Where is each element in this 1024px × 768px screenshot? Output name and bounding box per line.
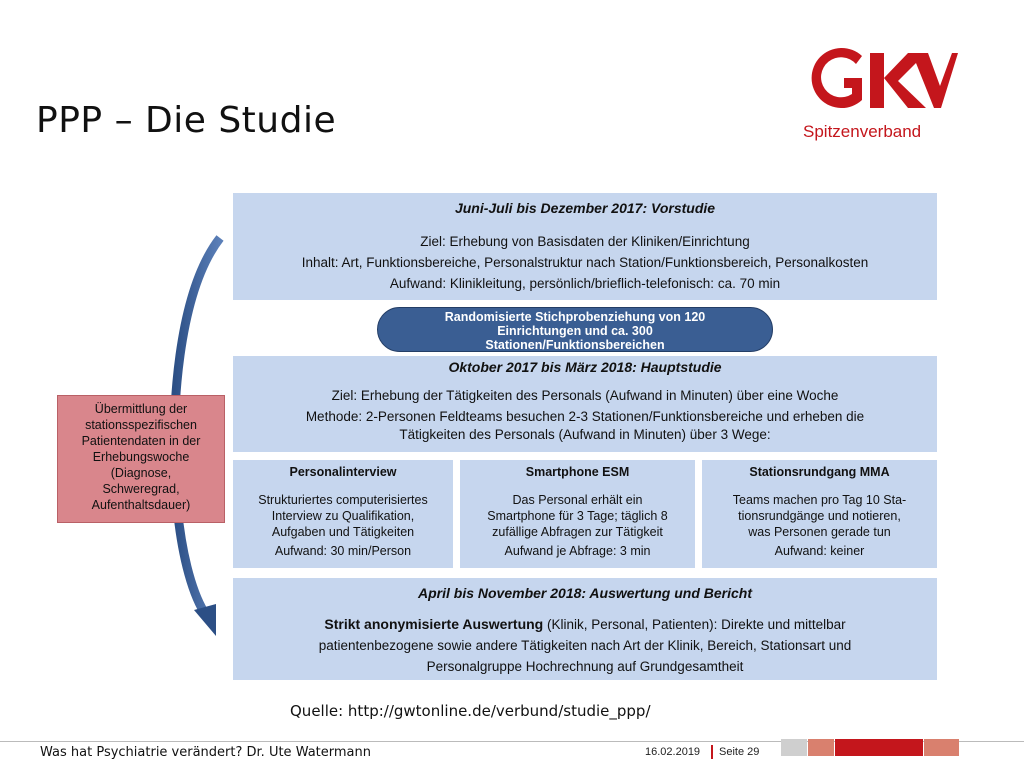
source-text: Quelle: http://gwtonline.de/verbund/studie_ppp/ [290,702,651,720]
side-line: Erhebungswoche [92,450,190,464]
phase1-line3: Aufwand: Klinikleitung, persönlich/brieflich-telefonisch: ca. 70 min [389,276,781,291]
phase1-line1: Ziel: Erhebung von Basisdaten der Kliniken/Einrichtung [420,234,750,249]
method-header: Stationsrundgang MMA [749,465,890,479]
method-smartphone-esm [460,460,695,568]
phase1-line2: Inhalt: Art, Funktionsbereiche, Personalstruktur nach Station/Funktionsbereich, Personalkosten [301,255,869,270]
sample-pill [377,307,773,352]
method-effort: Aufwand: keiner [774,544,865,558]
side-line: (Diagnose, [110,466,172,480]
footer-strip-grey [781,739,807,756]
method-line: Aufgaben und Tätigkeiten [271,525,415,539]
method-line: Teams machen pro Tag 10 Sta- [732,493,907,507]
phase3-line2: patientenbezogene sowie andere Tätigkeiten nach Art der Klinik, Bereich, Stationsart und [318,638,852,653]
side-line: stationsspezifischen [85,418,197,432]
method-line: was Personen gerade tun [748,525,891,539]
phase3-line1 [233,614,937,635]
method-line: Interview zu Qualifikation, [271,509,415,523]
method-line: tionsrundgänge und notieren, [738,509,901,523]
method-header: Personalinterview [289,465,397,479]
logo-text: Spitzenverband [803,122,922,141]
phase3-line3: Personalgruppe Hochrechnung auf Grundgesamtheit [426,659,744,674]
footer-page-number: Seite 29 [719,746,760,758]
method-effort: Aufwand: 30 min/Person [274,544,412,558]
side-line: Schweregrad, [102,482,180,496]
phase3-header: April bis November 2018: Auswertung und Bericht [418,585,752,601]
side-line: Übermittlung der [94,402,188,416]
phase2-line3: Tätigkeiten des Personals (Aufwand in Minuten) über 3 Wege: [399,427,771,442]
footer-separator [711,745,713,759]
sample-line3: Stationen/Funktionsbereichen [485,338,665,352]
footer-strip-salmon-right [924,739,959,756]
phase1-box [233,193,937,300]
slide-title: PPP – Die Studie [36,100,337,141]
phase2-box [233,356,937,452]
method-header: Smartphone ESM [525,465,630,479]
phase3-bold: Strikt anonymisierte Auswertung [324,616,544,632]
side-line: Patientendaten in der [81,434,201,448]
footer-date: 16.02.2019 [645,746,701,758]
method-stationsrundgang [702,460,937,568]
footer-title: Was hat Psychiatrie verändert? Dr. Ute Watermann [40,745,371,760]
phase2-header: Oktober 2017 bis März 2018: Hauptstudie [448,359,722,375]
method-line: Strukturiertes computerisiertes [258,493,428,507]
phase3-line1-rest: (Klinik, Personal, Patienten): Direkte und mittelbar [543,617,846,632]
method-line: Smartphone für 3 Tage; täglich 8 [487,509,668,523]
footer-strip-red [835,739,923,756]
side-box [57,395,225,523]
method-line: zufällige Abfragen zur Tätigkeit [492,525,663,539]
phase3-box [233,578,937,680]
sample-line2: Einrichtungen und ca. 300 [497,324,653,338]
phase2-line2: Methode: 2-Personen Feldteams besuchen 2-3 Stationen/Funktionsbereiche und erheben die [305,409,865,424]
method-effort: Aufwand je Abfrage: 3 min [504,544,651,558]
phase1-header: Juni-Juli bis Dezember 2017: Vorstudie [454,200,716,216]
footer-strip-salmon [808,739,834,756]
method-personalinterview [233,460,453,568]
method-line: Das Personal erhält ein [512,493,643,507]
sample-line1: Randomisierte Stichprobenziehung von 120 [444,310,706,324]
phase2-line1: Ziel: Erhebung der Tätigkeiten des Personals (Aufwand in Minuten) über eine Woche [331,388,839,403]
side-line: Aufenthaltsdauer) [91,498,191,512]
